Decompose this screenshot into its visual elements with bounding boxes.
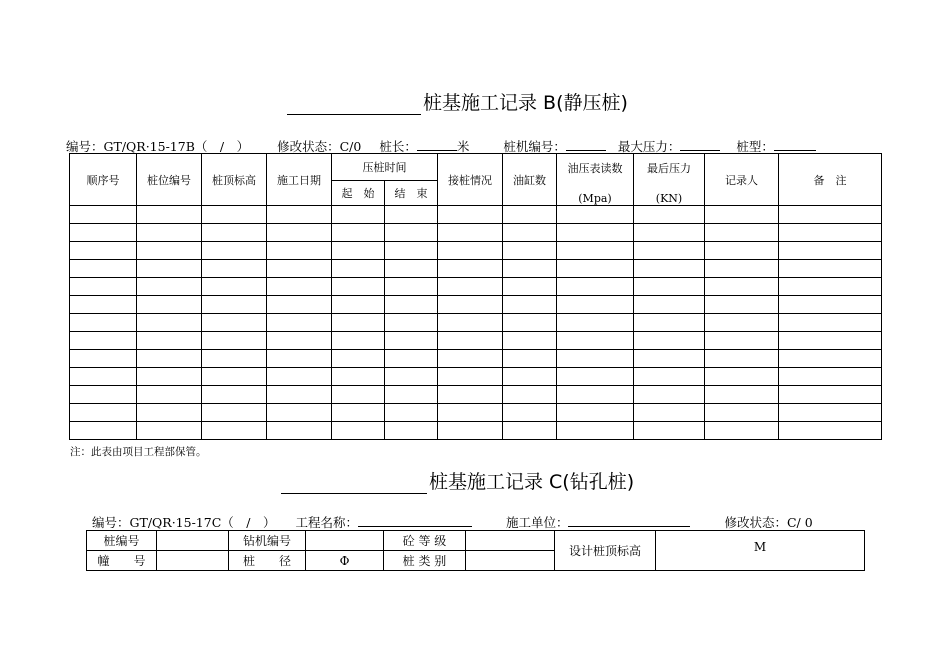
cell-design-top: 设计桩顶标高	[555, 531, 656, 571]
header-oil-reading	[557, 154, 634, 206]
header-oil-unit: (Mpa)	[578, 192, 612, 205]
table-cell	[332, 350, 385, 368]
table-cell	[634, 368, 705, 386]
table-cell	[557, 260, 634, 278]
table-cell	[634, 422, 705, 440]
table-cell	[634, 242, 705, 260]
table-cell	[267, 224, 332, 242]
table-b-body	[70, 206, 882, 440]
table-cell	[137, 350, 202, 368]
table-cell	[137, 314, 202, 332]
cell-pile-type: 桩 类 别	[384, 551, 466, 571]
meta-b-pile-type-label: 桩型：	[736, 139, 774, 154]
cell-pile-type-value	[466, 551, 555, 571]
table-cell	[267, 314, 332, 332]
table-cell	[779, 404, 882, 422]
table-cell	[137, 224, 202, 242]
table-cell	[438, 278, 503, 296]
table-cell	[634, 296, 705, 314]
header-seq: 顺序号	[70, 154, 137, 206]
table-cell	[779, 296, 882, 314]
table-cell	[705, 278, 779, 296]
meta-b-pile-type-blank	[774, 138, 816, 151]
meta-b-code: 编号：GT/QR·15-17B（ / ）	[66, 139, 250, 154]
cell-concrete-grade-value	[466, 531, 555, 551]
table-cell	[137, 332, 202, 350]
cell-phi: Φ	[306, 551, 384, 571]
table-cell	[70, 224, 137, 242]
table-cell	[779, 386, 882, 404]
table-cell	[202, 242, 267, 260]
cell-design-top-unit: M	[656, 531, 865, 571]
table-row	[70, 350, 882, 368]
table-row	[70, 368, 882, 386]
table-cell	[779, 332, 882, 350]
table-row	[70, 422, 882, 440]
table-cell	[779, 422, 882, 440]
table-cell	[503, 278, 557, 296]
table-row	[70, 242, 882, 260]
table-cell	[705, 350, 779, 368]
table-cell	[267, 242, 332, 260]
table-cell	[385, 242, 438, 260]
table-cell	[705, 332, 779, 350]
table-cell	[438, 296, 503, 314]
table-cell	[385, 278, 438, 296]
table-cell	[332, 206, 385, 224]
table-cell	[332, 404, 385, 422]
meta-c-unit-blank	[568, 514, 690, 527]
table-cell	[438, 314, 503, 332]
meta-c-project-label: 工程名称：	[295, 515, 358, 530]
meta-c-code: 编号：GT/QR·15-17C（ / ）	[92, 515, 276, 530]
table-cell	[267, 368, 332, 386]
table-cell	[332, 242, 385, 260]
table-cell	[70, 350, 137, 368]
cell-pile-no-value	[157, 531, 229, 551]
table-cell	[332, 278, 385, 296]
table-cell	[202, 404, 267, 422]
table-cell	[557, 350, 634, 368]
table-cell	[438, 242, 503, 260]
table-cell	[267, 278, 332, 296]
header-date: 施工日期	[267, 154, 332, 206]
table-cell	[705, 314, 779, 332]
meta-b-revision: 修改状态：C/0	[277, 139, 362, 154]
table-cell	[70, 422, 137, 440]
table-cell	[705, 242, 779, 260]
header-recorder: 记录人	[705, 154, 779, 206]
meta-b-pile-length-unit: 米	[456, 139, 470, 154]
table-cell	[779, 260, 882, 278]
table-cell	[705, 224, 779, 242]
table-cell	[385, 404, 438, 422]
table-cell	[70, 386, 137, 404]
table-cell	[137, 386, 202, 404]
table-cell	[202, 224, 267, 242]
table-cell	[557, 368, 634, 386]
table-cell	[385, 260, 438, 278]
table-cell	[137, 368, 202, 386]
cell-pile-no: 桩编号	[87, 531, 157, 551]
table-cell	[70, 404, 137, 422]
table-cell	[503, 242, 557, 260]
table-cell	[705, 296, 779, 314]
table-cell	[779, 206, 882, 224]
table-cell	[202, 422, 267, 440]
table-cell	[779, 242, 882, 260]
table-cell	[385, 314, 438, 332]
title-b	[287, 88, 628, 115]
cell-building-no: 幢 号	[87, 551, 157, 571]
meta-b-machine-label: 桩机编号：	[503, 139, 566, 154]
table-cell	[385, 368, 438, 386]
table-cell	[557, 404, 634, 422]
table-cell	[503, 296, 557, 314]
table-row	[70, 224, 882, 242]
table-cell	[438, 350, 503, 368]
table-cell	[332, 368, 385, 386]
table-cell	[634, 314, 705, 332]
table-row	[70, 386, 882, 404]
table-cell	[137, 422, 202, 440]
table-cell	[385, 350, 438, 368]
table-cell	[503, 386, 557, 404]
table-cell	[557, 242, 634, 260]
table-cell	[503, 224, 557, 242]
table-cell	[137, 206, 202, 224]
table-cell	[202, 260, 267, 278]
table-cell	[267, 260, 332, 278]
table-cell	[70, 314, 137, 332]
table-cell	[267, 332, 332, 350]
table-cell	[705, 368, 779, 386]
meta-b-max-pressure-blank	[680, 138, 720, 151]
table-cell	[202, 350, 267, 368]
cell-pile-dia: 桩 径	[229, 551, 306, 571]
table-cell	[385, 206, 438, 224]
table-c	[86, 530, 865, 571]
table-cell	[385, 332, 438, 350]
table-cell	[557, 332, 634, 350]
table-row	[70, 206, 882, 224]
table-row	[70, 296, 882, 314]
table-cell	[503, 332, 557, 350]
table-cell	[385, 296, 438, 314]
header-top-elev: 桩顶标高	[202, 154, 267, 206]
header-final-pressure-label: 最后压力	[647, 162, 691, 175]
table-cell	[137, 278, 202, 296]
table-cell	[438, 332, 503, 350]
table-cell	[557, 314, 634, 332]
meta-c	[92, 513, 813, 531]
header-cylinder: 油缸数	[503, 154, 557, 206]
table-cell	[634, 260, 705, 278]
header-start: 起 始	[332, 181, 385, 206]
meta-b-max-pressure-label: 最大压力：	[617, 139, 681, 154]
table-cell	[634, 386, 705, 404]
table-cell	[202, 296, 267, 314]
table-cell	[438, 386, 503, 404]
table-cell	[557, 278, 634, 296]
table-cell	[557, 296, 634, 314]
table-cell	[137, 296, 202, 314]
table-cell	[557, 224, 634, 242]
table-cell	[267, 350, 332, 368]
table-cell	[503, 260, 557, 278]
table-cell	[438, 224, 503, 242]
table-cell	[634, 224, 705, 242]
table-cell	[438, 206, 503, 224]
table-cell	[503, 404, 557, 422]
header-remark: 备 注	[779, 154, 882, 206]
table-cell	[779, 368, 882, 386]
table-cell	[634, 350, 705, 368]
table-cell	[557, 386, 634, 404]
table-cell	[385, 224, 438, 242]
title-b-text: 桩基施工记录 B(静压桩)	[423, 92, 628, 114]
table-cell	[779, 224, 882, 242]
table-cell	[634, 278, 705, 296]
table-cell	[438, 260, 503, 278]
title-c-text: 桩基施工记录 C(钻孔桩)	[429, 471, 635, 493]
table-row	[70, 332, 882, 350]
header-oil-reading-label: 油压表读数	[567, 162, 623, 175]
meta-b-pile-length-label: 桩长：	[379, 139, 417, 154]
table-cell	[202, 386, 267, 404]
table-cell	[705, 404, 779, 422]
table-cell	[705, 386, 779, 404]
table-cell	[70, 206, 137, 224]
meta-c-unit-label: 施工单位：	[505, 515, 569, 530]
cell-concrete-grade: 砼 等 级	[384, 531, 466, 551]
table-cell	[438, 368, 503, 386]
header-final-unit: (KN)	[655, 192, 683, 205]
table-cell	[503, 314, 557, 332]
table-cell	[438, 422, 503, 440]
header-press-time: 压桩时间	[332, 154, 438, 181]
table-cell	[332, 386, 385, 404]
table-cell	[202, 314, 267, 332]
title-c-blank	[281, 475, 427, 494]
table-cell	[634, 332, 705, 350]
meta-b-pile-length-blank	[417, 138, 457, 151]
table-cell	[137, 260, 202, 278]
table-cell	[634, 404, 705, 422]
cell-building-no-value	[157, 551, 229, 571]
table-row	[70, 278, 882, 296]
table-cell	[503, 422, 557, 440]
title-b-blank	[287, 96, 421, 115]
table-cell	[779, 278, 882, 296]
table-cell	[634, 206, 705, 224]
table-cell	[332, 224, 385, 242]
table-cell	[779, 350, 882, 368]
table-row	[70, 404, 882, 422]
table-row	[70, 260, 882, 278]
table-cell	[202, 332, 267, 350]
table-cell	[779, 314, 882, 332]
table-cell	[503, 350, 557, 368]
cell-rig-no: 钻机编号	[229, 531, 306, 551]
table-cell	[267, 386, 332, 404]
meta-c-revision: 修改状态：C/ 0	[724, 515, 813, 530]
table-cell	[503, 368, 557, 386]
table-cell	[137, 242, 202, 260]
meta-b-machine-blank	[566, 138, 606, 151]
table-cell	[557, 206, 634, 224]
table-cell	[70, 296, 137, 314]
header-joint: 接桩情况	[438, 154, 503, 206]
header-final-pressure	[634, 154, 705, 206]
header-position: 桩位编号	[137, 154, 202, 206]
table-cell	[267, 404, 332, 422]
table-cell	[137, 404, 202, 422]
table-cell	[503, 206, 557, 224]
table-cell	[267, 296, 332, 314]
table-cell	[705, 260, 779, 278]
table-cell	[332, 314, 385, 332]
table-cell	[267, 206, 332, 224]
table-cell	[202, 278, 267, 296]
table-cell	[705, 206, 779, 224]
table-cell	[70, 260, 137, 278]
table-cell	[438, 404, 503, 422]
header-end: 结 束	[385, 181, 438, 206]
table-cell	[267, 422, 332, 440]
table-cell	[332, 332, 385, 350]
table-cell	[70, 332, 137, 350]
cell-rig-no-value	[306, 531, 384, 551]
title-c	[281, 467, 634, 494]
table-cell	[332, 260, 385, 278]
table-cell	[70, 368, 137, 386]
meta-c-project-blank	[358, 514, 472, 527]
table-cell	[202, 368, 267, 386]
table-cell	[70, 278, 137, 296]
table-cell	[385, 386, 438, 404]
table-cell	[332, 296, 385, 314]
table-cell	[202, 206, 267, 224]
table-b	[69, 153, 882, 440]
table-cell	[385, 422, 438, 440]
table-cell	[557, 422, 634, 440]
note-b: 注：此表由项目工程部保管。	[70, 446, 207, 458]
table-row	[70, 314, 882, 332]
table-cell	[705, 422, 779, 440]
table-cell	[332, 422, 385, 440]
table-cell	[70, 242, 137, 260]
